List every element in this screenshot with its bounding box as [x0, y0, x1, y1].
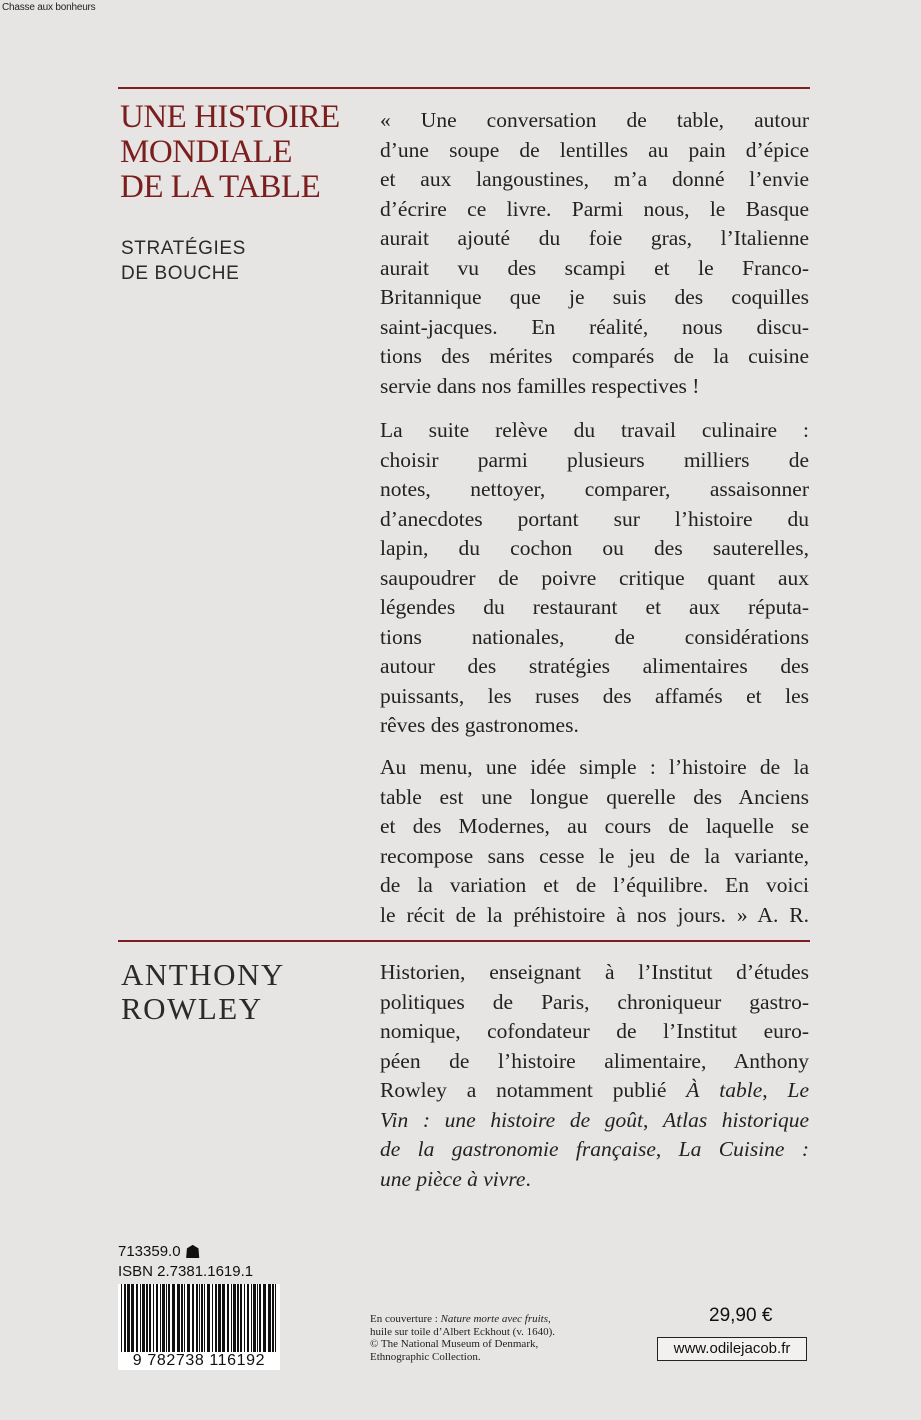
barcode-bar: [142, 1284, 145, 1354]
blurb-line: tions nationales, de considérations: [380, 624, 809, 649]
bio-line: Historien, enseignant à l’Institut d’études: [380, 960, 809, 984]
blurb-line: saint-jacques. En réalité, nous discu-: [380, 314, 809, 339]
bio-line: une pièce à vivre.: [380, 1166, 531, 1191]
barcode-bar: [153, 1284, 154, 1354]
blurb-line: choisir parmi plusieurs milliers de: [380, 447, 809, 472]
isbn-number: ISBN 2.7381.1619.1: [118, 1263, 254, 1280]
barcode-bar: [272, 1284, 274, 1354]
blurb-line: tions des mérites comparés de la cuisine: [380, 344, 809, 368]
credit-line: © The National Museum of Denmark,: [370, 1338, 539, 1350]
barcode-bar: [247, 1284, 249, 1354]
blurb-line: La suite relève du travail culinaire :: [380, 418, 809, 442]
barcode-bar: [166, 1284, 167, 1354]
barcode-bar: [124, 1284, 126, 1354]
barcode-bar: [156, 1284, 158, 1354]
blurb-line: servie dans nos familles respectives !: [380, 373, 700, 398]
blurb-line: recompose sans cesse le jeu de la variante,: [380, 843, 809, 868]
credit-line: En couverture : Nature morte avec fruits,: [370, 1313, 551, 1325]
barcode-bar: [172, 1284, 175, 1354]
book-subtitle: [121, 236, 246, 286]
barcode-bar: [207, 1284, 210, 1354]
barcode-bar: [259, 1284, 261, 1354]
barcode-bar: [199, 1284, 200, 1354]
author-line: ROWLEY: [121, 991, 263, 1026]
blurb-line: « Une conversation de table, autour: [380, 108, 809, 132]
barcode-bar: [149, 1284, 151, 1354]
bio-line: politiques de Paris, chroniqueur gastro-: [380, 989, 809, 1014]
publisher-mark-icon: ☗: [184, 1242, 201, 1262]
watermark-text: Chasse aux bonheurs: [2, 2, 96, 13]
bio-line: Rowley a notamment publié À table, Le: [380, 1078, 810, 1102]
barcode-bar: [263, 1284, 266, 1354]
barcode-bar: [201, 1284, 203, 1354]
blurb-line: notes, nettoyer, comparer, assaisonner: [380, 477, 809, 501]
blurb-line: puissants, les ruses des affamés et les: [380, 683, 809, 708]
isbn-block: [118, 1242, 253, 1282]
barcode-bar: [162, 1284, 165, 1354]
barcode-bar: [275, 1284, 276, 1354]
barcode-bar: [251, 1284, 252, 1354]
barcode-bar: [121, 1284, 122, 1354]
barcode-bar: [233, 1284, 236, 1354]
product-code-line: [118, 1242, 253, 1262]
barcode-bar: [168, 1284, 170, 1354]
barcode-bar: [253, 1284, 256, 1354]
product-code: 713359.0: [118, 1243, 181, 1260]
blurb-line: Britannique que je suis des coquilles: [380, 285, 809, 309]
middle-rule: [118, 940, 810, 942]
barcode-bar: [177, 1284, 180, 1354]
subtitle-line: STRATÉGIES: [121, 238, 246, 259]
blurb-line: table est une longue querelle des Anciens: [380, 784, 809, 809]
barcode: [118, 1284, 280, 1354]
blurb-paragraph-3: [380, 753, 809, 930]
bio-line: Vin : une histoire de goût, Atlas historique: [380, 1107, 809, 1132]
barcode-bar: [160, 1284, 161, 1354]
author-name: [121, 958, 285, 1026]
blurb-line: et aux langoustines, m’a donné l’envie: [380, 167, 809, 191]
title-line: MONDIALE: [120, 134, 292, 170]
publisher-website: www.odilejacob.fr: [657, 1337, 807, 1361]
barcode-bar: [187, 1284, 190, 1354]
book-title: [120, 100, 370, 205]
blurb-line: légendes du restaurant et aux réputa-: [380, 595, 809, 619]
barcode-bar: [146, 1284, 148, 1354]
blurb-line: rêves des gastronomes.: [380, 713, 579, 737]
barcode-bar: [131, 1284, 134, 1354]
barcode-bar: [136, 1284, 138, 1354]
author-line: ANTHONY: [121, 957, 285, 992]
credit-line: huile sur toile d’Albert Eckhout (v. 1640).: [370, 1325, 556, 1338]
barcode-bar: [218, 1284, 221, 1354]
cover-credit: [370, 1313, 650, 1363]
blurb-line: saupoudrer de poivre critique quant aux: [380, 565, 809, 590]
barcode-bar: [257, 1284, 258, 1354]
blurb-line: le récit de la préhistoire à nos jours. » A. R.: [380, 902, 809, 927]
bio-line: de la gastronomie française, La Cuisine :: [380, 1137, 809, 1161]
barcode-bar: [268, 1284, 271, 1354]
credit-line: Ethnographic Collection.: [370, 1350, 481, 1363]
blurb-paragraph-2: [380, 416, 809, 741]
price-label: 29,90 €: [709, 1305, 773, 1326]
title-line: DE LA TABLE: [120, 169, 321, 205]
blurb-line: d’une soupe de lentilles au pain d’épice: [380, 137, 809, 162]
barcode-bar: [215, 1284, 217, 1354]
subtitle-line: DE BOUCHE: [121, 263, 240, 284]
blurb-line: lapin, du cochon ou des sauterelles,: [380, 536, 809, 560]
blurb-line: autour des stratégies alimentaires des: [380, 654, 809, 678]
blurb-line: Au menu, une idée simple : l’histoire de la: [380, 755, 809, 779]
blurb-line: aurait ajouté du foie gras, l’Italienne: [380, 226, 809, 250]
barcode-bar: [181, 1284, 183, 1354]
blurb-line: d’écrire ce livre. Parmi nous, le Basque: [380, 196, 809, 221]
title-line: UNE HISTOIRE: [120, 99, 340, 135]
barcode-bar: [140, 1284, 141, 1354]
barcode-bar: [244, 1284, 245, 1354]
barcode-bar: [192, 1284, 194, 1354]
barcode-bar: [127, 1284, 130, 1354]
bio-line: nomique, cofondateur de l’Institut euro-: [380, 1019, 809, 1043]
barcode-bar: [231, 1284, 232, 1354]
barcode-bar: [237, 1284, 239, 1354]
barcode-bar: [196, 1284, 198, 1354]
barcode-number: 9 782738 116192: [118, 1352, 280, 1370]
barcode-bar: [212, 1284, 213, 1354]
blurb-line: d’anecdotes portant sur l’histoire du: [380, 506, 809, 531]
bio-line: péen de l’histoire alimentaire, Anthony: [380, 1048, 809, 1073]
top-rule: [118, 87, 810, 89]
blurb-line: et des Modernes, au cours de laquelle se: [380, 814, 809, 838]
blurb-line: aurait vu des scampi et le Franco-: [380, 255, 809, 280]
author-bio: [380, 958, 809, 1194]
barcode-bar: [184, 1284, 185, 1354]
barcode-bar: [227, 1284, 229, 1354]
blurb-line: de la variation et de l’équilibre. En voici: [380, 873, 809, 897]
barcode-bar: [204, 1284, 205, 1354]
barcode-bar: [240, 1284, 242, 1354]
barcode-bar: [222, 1284, 225, 1354]
blurb-paragraph-1: [380, 106, 809, 401]
